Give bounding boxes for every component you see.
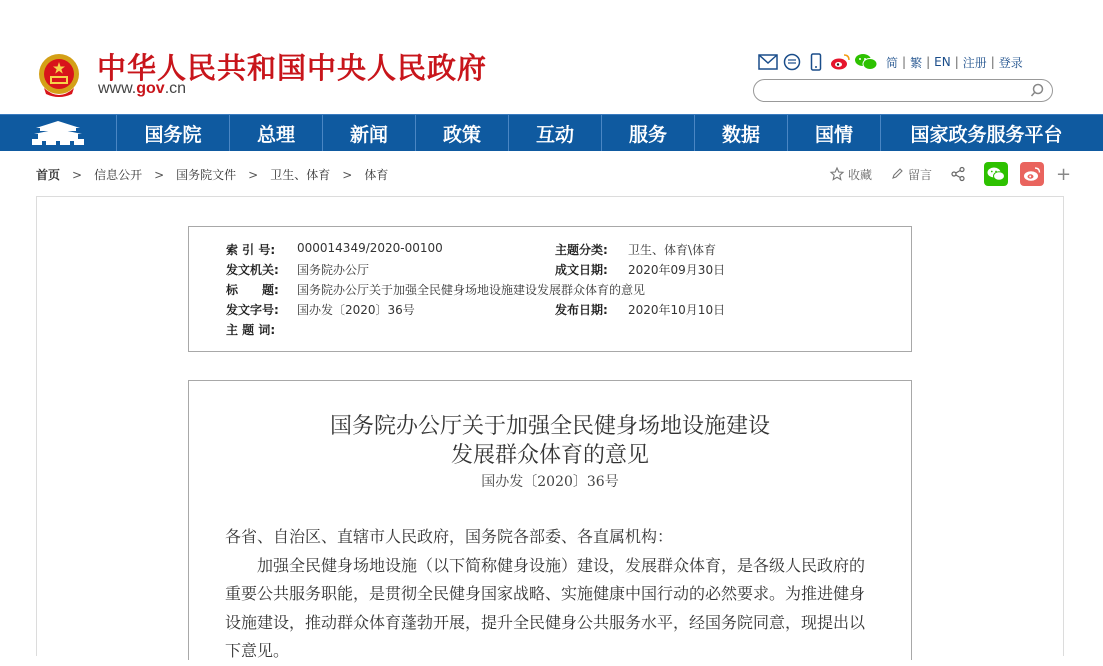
link-register[interactable]: 注册: [962, 55, 987, 70]
domain-gov: gov: [136, 80, 165, 97]
document-salutation: 各省、自治区、直辖市人民政府，国务院各部委、各直属机构：: [225, 527, 674, 546]
breadcrumb-bar: [0, 151, 1103, 195]
site-title[interactable]: 中华人民共和国中央人民政府: [97, 51, 488, 85]
meta-date-value: 2020年09月30日: [628, 263, 726, 277]
link-english[interactable]: EN: [934, 55, 951, 69]
domain-suffix: .cn: [164, 80, 187, 97]
comment-label: 留言: [908, 167, 933, 182]
comment-button[interactable]: [890, 166, 932, 183]
search-input[interactable]: [753, 79, 1053, 102]
meta-issuer-value: 国务院办公厅: [297, 263, 370, 277]
share-wechat-button[interactable]: [984, 162, 1008, 186]
meta-issuer-label: 发文机关:: [226, 263, 279, 277]
meta-docno-value: 国办发〔2020〕36号: [297, 303, 415, 317]
nav-item-data[interactable]: 数据: [695, 115, 788, 151]
nav-item-interaction[interactable]: 互动: [509, 115, 602, 151]
meta-index-label: 索 引 号:: [226, 243, 276, 257]
breadcrumb-health-sports[interactable]: 卫生、体育: [270, 168, 331, 182]
nav-item-gov-service-platform[interactable]: 国家政务服务平台: [910, 123, 1063, 146]
site-domain: [98, 80, 186, 98]
document-paragraph: 加强全民健身场地设施（以下简称健身设施）建设，发展群众体育，是各级人民政府的重要公共服务职能，是贯彻全民健身国家战略、实施健康中国行动的必然要求。为推进健身设施建设，推动群众体育蓬勃开展，提升全民健身公共服务水平，经国务院同意，现提出以下意见。: [225, 555, 866, 660]
more-share-button[interactable]: +: [1056, 163, 1072, 185]
nav-item-premier[interactable]: 总理: [230, 115, 323, 151]
breadcrumb: [36, 166, 388, 183]
search-icon[interactable]: [1030, 83, 1045, 98]
meta-date-label: 成文日期:: [555, 263, 608, 277]
breadcrumb-state-council-docs[interactable]: 国务院文件: [176, 168, 237, 182]
separator: |: [954, 55, 959, 69]
document-text: [225, 523, 879, 666]
meta-row: [189, 281, 911, 301]
separator: |: [902, 55, 907, 69]
domain-prefix: www.: [98, 80, 137, 97]
chevron-right-icon: >: [248, 167, 259, 182]
document-title-line2: 发展群众体育的意见: [450, 443, 649, 468]
share-button[interactable]: [950, 166, 970, 182]
document-number: 国办发〔2020〕36号: [481, 474, 619, 490]
share-icon: [950, 166, 966, 182]
meta-keywords-label: 主 题 词:: [226, 323, 276, 337]
link-simplified[interactable]: 简: [886, 55, 899, 70]
nav-home-logo[interactable]: [0, 115, 117, 151]
share-weibo-button[interactable]: [1020, 162, 1044, 186]
favorite-button[interactable]: [830, 166, 872, 183]
meta-title-value: 国务院办公厅关于加强全民健身场地设施建设发展群众体育的意见: [297, 283, 646, 297]
wechat-icon[interactable]: [854, 53, 878, 71]
nav-item-state-council[interactable]: 国务院: [117, 115, 230, 151]
favorite-label: 收藏: [848, 167, 873, 182]
chevron-right-icon: >: [154, 167, 165, 182]
nav-item-services[interactable]: 服务: [602, 115, 695, 151]
meta-publish-label: 发布日期:: [555, 303, 608, 317]
weibo-icon[interactable]: [830, 53, 850, 71]
wechat-icon: [986, 166, 1006, 182]
chevron-right-icon: >: [342, 167, 353, 182]
meta-category-label: 主题分类:: [555, 243, 608, 257]
breadcrumb-info-disclosure[interactable]: 信息公开: [94, 168, 143, 182]
meta-index-value: 000014349/2020-00100: [297, 241, 443, 255]
weibo-icon: [1022, 166, 1042, 182]
meta-row: [189, 301, 911, 321]
star-icon: [830, 167, 844, 181]
meta-row: [189, 321, 911, 341]
chevron-right-icon: >: [72, 167, 83, 182]
breadcrumb-sports[interactable]: 体育: [364, 168, 389, 182]
tiananmen-icon: [28, 119, 88, 147]
breadcrumb-home[interactable]: 首页: [36, 168, 61, 182]
nav-item-news[interactable]: 新闻: [323, 115, 416, 151]
meta-row: [189, 241, 911, 261]
page-actions: [830, 161, 1071, 187]
site-header: [0, 0, 1103, 114]
document-meta-table: [188, 226, 912, 352]
mobile-icon[interactable]: [806, 53, 826, 71]
meta-row: [189, 261, 911, 281]
top-links: [758, 52, 1027, 72]
meta-docno-label: 发文字号:: [226, 303, 279, 317]
separator: |: [990, 55, 995, 69]
national-emblem-icon[interactable]: [36, 52, 82, 100]
separator: |: [926, 55, 931, 69]
pencil-icon: [890, 167, 904, 181]
nav-item-national-info[interactable]: 国情: [788, 115, 881, 151]
message-icon[interactable]: [782, 53, 802, 71]
document-title-line1: 国务院办公厅关于加强全民健身场地设施建设: [329, 414, 770, 439]
meta-title-label: 标 题:: [226, 283, 279, 297]
main-nav: [0, 114, 1103, 151]
link-traditional[interactable]: 繁: [910, 55, 923, 70]
meta-publish-value: 2020年10月10日: [628, 303, 726, 317]
nav-item-policy[interactable]: 政策: [416, 115, 509, 151]
meta-category-value: 卫生、体育\体育: [628, 243, 717, 257]
mail-icon[interactable]: [758, 53, 778, 71]
link-login[interactable]: 登录: [998, 55, 1023, 70]
document-body-box: [188, 380, 912, 660]
